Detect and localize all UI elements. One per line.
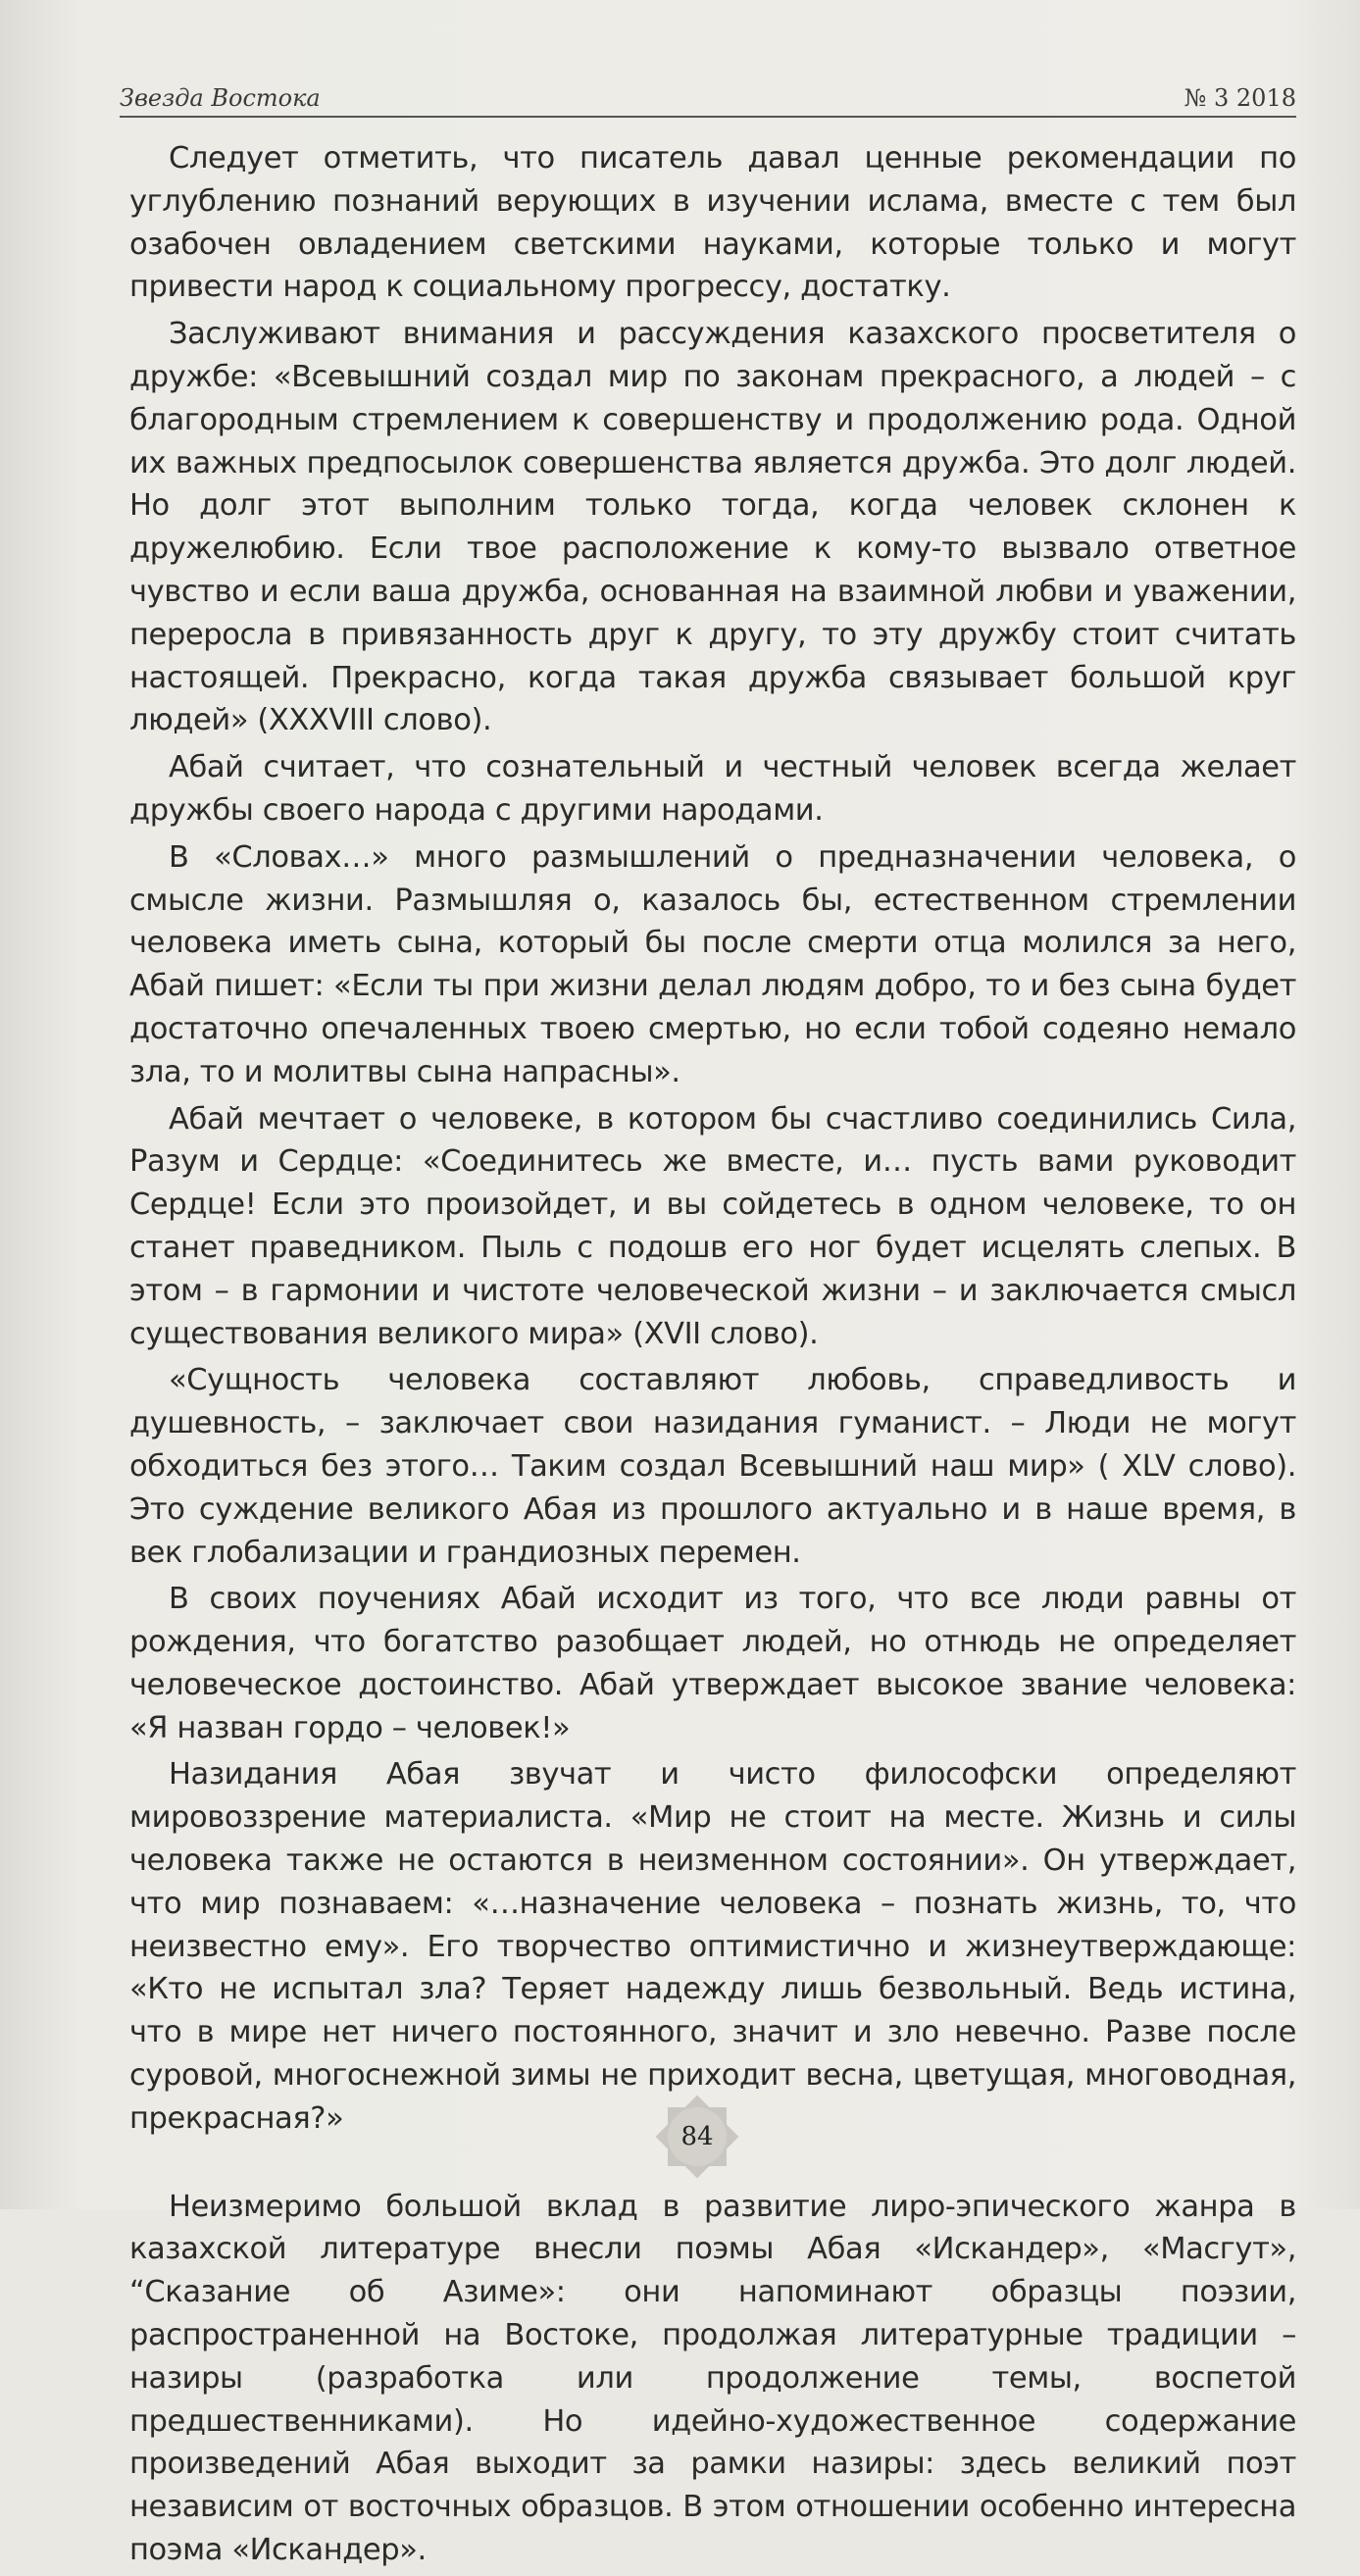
paragraph: Назидания Абая звучат и чисто философски определяют мировоззрение материалиста. «Мир не стоит на месте. Жизнь и силы человека также не остаются в неизменном состоянии». Он утверждает, что мир познаваем: «…назначение человека – познать жизнь, то, что неизвестно ему». Его творчество оптимистично и жизнеутверждающе: «Кто не испытал зла? Теряет надежду лишь безвольный. Ведь истина, что в мире нет ничего постоянного, значит и зло невечно. Разве после суровой, многоснежной зимы не приходит весна, цветущая, многоводная, прекрасная?» <box>129 1757 1296 2136</box>
paragraph: Следует отметить, что писатель давал ценные рекомендации по углублению познаний верующих в изучении ислама, вместе с тем был озабочен овладением светскими науками, которые только и могут привести народ к социальному прогрессу, достатку. <box>129 141 1296 305</box>
issue-number: № 3 2018 <box>1184 84 1296 112</box>
paragraph: «Сущность человека составляют любовь, справедливость и душевность, – заключает свои назидания гуманист. – Люди не могут обходиться без этого… Таким создал Всевышний наш мир» ( XLV слово). Это суждение великого Абая из прошлого актуально и в наше время, в век глобализации и грандиозных перемен. <box>129 1363 1296 1570</box>
paragraph: Неизмеримо большой вклад в развитие лиро-эпического жанра в казахской литературе внесли поэмы Абая «Искандер», «Масгут», “Сказание об Азиме»: они напоминают образцы поэзии, распространенной на Востоке, продолжая литературные традиции – назиры (разработка или продолжение темы, воспетой предшественниками). Но идейно-художественное содержание произведений Абая выходит за рамки назиры: здесь великий поэт независим от восточных образцов. В этом отношении особенно интересна поэма «Искандер». <box>129 2189 1296 2568</box>
page-number-ornament <box>643 2083 751 2191</box>
paragraph: Заслуживают внимания и рассуждения казахского просветителя о дружбе: «Всевышний создал мир по законам прекрасного, а людей – с благородным стремлением к совершенству и продолжению рода. Одной их важных предпосылок совершенства является дружба. Это долг людей. Но долг этот выполним только тогда, когда человек склонен к дружелюбию. Если твое расположение к кому-то вызвало ответное чувство и если ваша дружба, основанная на взаимной любви и уважении, переросла в привязанность друг к другу, то эту дружбу стоит считать настоящей. Прекрасно, когда такая дружба связывает большой круг людей» (XXXVIII слово). <box>129 317 1296 738</box>
paragraph: В своих поучениях Абай исходит из того, что все люди равны от рождения, что богатство разобщает людей, но отнюдь не определяет человеческое достоинство. Абай утверждает высокое звание человека: «Я назван гордо – человек!» <box>129 1582 1296 1745</box>
article-body <box>129 137 1296 2576</box>
page-number: 84 <box>680 2122 714 2151</box>
paragraph: Абай считает, что сознательный и честный человек всегда желает дружбы своего народа с другими народами. <box>129 750 1296 828</box>
paragraph: Абай мечтает о человеке, в котором бы счастливо соединились Сила, Разум и Сердце: «Соединитесь же вместе, и… пусть вами руководит Сердце! Если это произойдет, и вы сойдетесь в одном человеке, то он станет праведником. Пыль с подошв его ног будет исцелять слепых. В этом – в гармонии и чистоте человеческой жизни – и заключается смысл существования великого мира» (XVII слово). <box>129 1101 1296 1351</box>
paragraph: В «Словах…» много размышлений о предназначении человека, о смысле жизни. Размышляя о, казалось бы, естественном стремлении человека иметь сына, который бы после смерти отца молился за него, Абай пишет: «Если ты при жизни делал людям добро, то и без сына будет достаточно опечаленных твоею смертью, но если тобой содеяно немало зла, то и молитвы сына напрасны». <box>129 839 1296 1089</box>
journal-title: Звезда Востока <box>120 84 321 112</box>
running-header <box>120 76 1296 118</box>
